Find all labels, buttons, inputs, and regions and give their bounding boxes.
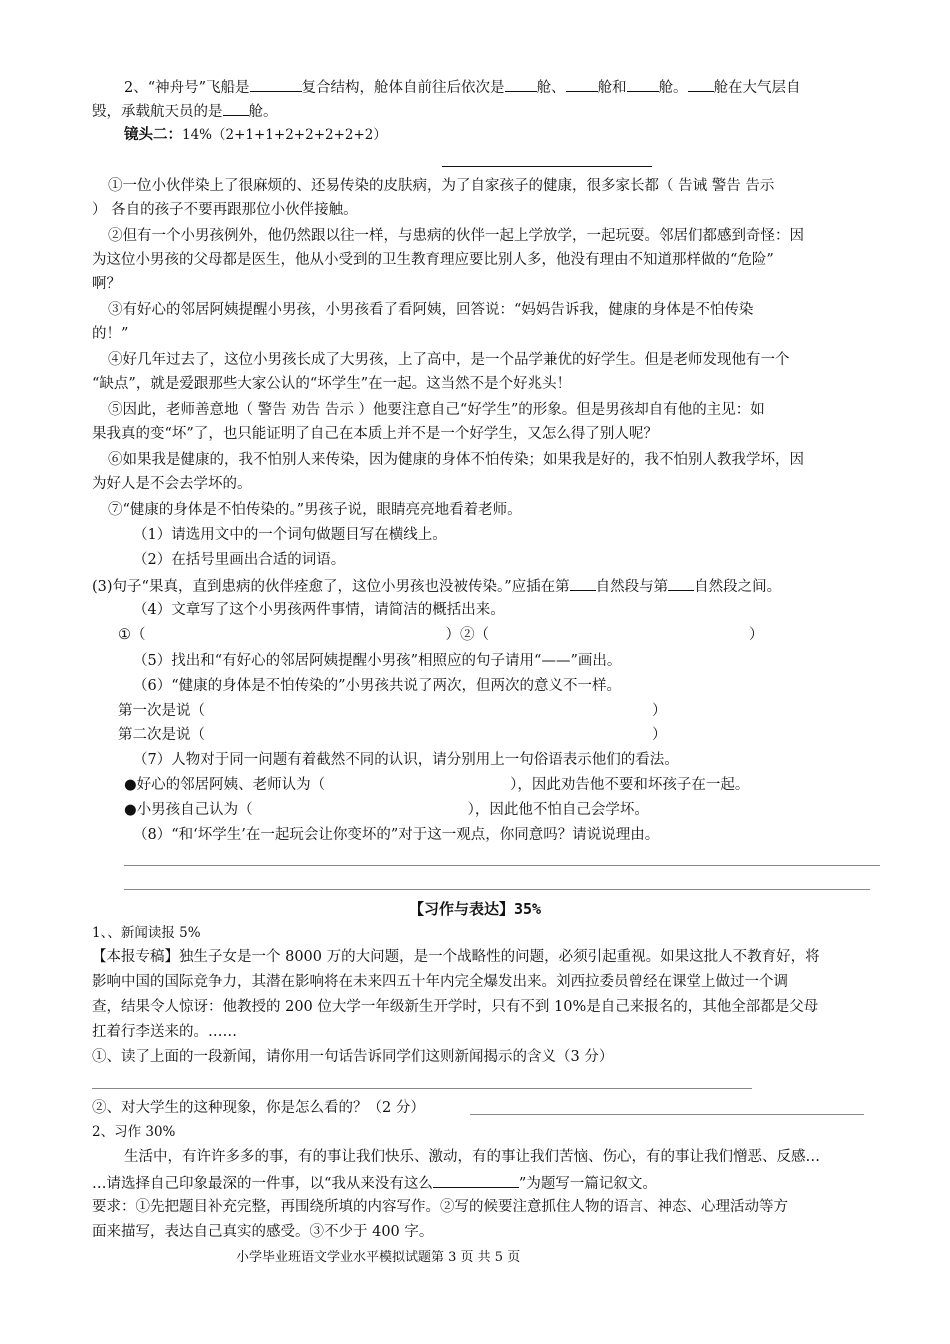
answer-line[interactable]: [92, 1088, 752, 1089]
paragraph-3-cont: 的！”: [92, 326, 129, 342]
paren-close: ）②（: [445, 627, 489, 643]
writing-section-title: 【习作与表达】35%: [408, 900, 542, 918]
answer-blank[interactable]: [570, 574, 596, 591]
news-text: 扛着行李送来的。……: [92, 1024, 237, 1040]
paragraph-1-cont: ） 各自的孩子不要再跟那位小伙伴接触。: [92, 202, 358, 218]
q7-text: ），因此劝告他不要和坏孩子在一起。: [510, 777, 750, 793]
paragraph-4: ④好几年过去了，这位小男孩长成了大男孩，上了高中，是一个品学兼优的好学生。但是老师发现他有一个: [108, 352, 790, 368]
paren-close: ）: [652, 727, 667, 743]
news-subtitle: 1、、新闻读报 5%: [92, 925, 201, 941]
q2-text: 毁，承载航天员的是: [92, 104, 223, 120]
essay-subtitle: 2、习作 30%: [92, 1124, 176, 1140]
essay-prompt-cont: [92, 1171, 657, 1195]
news-text: 【本报专稿】独生子女是一个 8000 万的大问题，是一个战略性的问题，必须引起重视。如果这批人不教育好，将: [92, 949, 820, 965]
answer-blank[interactable]: [250, 75, 302, 92]
question-6-first: [118, 700, 667, 722]
paragraph-4-cont: “缺点”，就是爱跟那些大家公认的“坏学生”在一起。这当然不是个好兆头！: [92, 376, 572, 392]
q2-text: 舱和: [597, 80, 627, 96]
paragraph-5-cont: 果我真的变“坏”了，也只能证明了自己在本质上并不是一个好学生，又怎么得了别人呢？: [92, 426, 658, 442]
answer-blank[interactable]: [668, 574, 694, 591]
section-score: 14%（2+1+1+2+2+2+2+2）: [182, 127, 387, 143]
q2-text: 舱在大气层自: [713, 80, 801, 96]
paragraph-7: ⑦“健康的身体是不怕传染的。”男孩子说，眼睛亮亮地看着老师。: [108, 502, 522, 518]
essay-requirements-cont: 面来描写，表达自己真实的感受。③不少于 400 字。: [92, 1224, 434, 1240]
q2-text: 舱、: [536, 80, 566, 96]
paragraph-6-cont: 为好人是不会去学坏的。: [92, 476, 252, 492]
question-8: （8）“和‘坏学生’在一起玩会让你变坏的”对于这一观点，你同意吗？请说说理由。: [133, 827, 660, 843]
paren-close: ）: [749, 627, 764, 643]
essay-prompt: 生活中，有许许多多的事，有的事让我们快乐、激动，有的事让我们苦恼、伤心，有的事让我们憎恶、反感…: [124, 1149, 820, 1165]
essay-text: ”为题写一篇记叙文。: [518, 1176, 657, 1192]
news-question-1: ①、读了上面的一段新闻，请你用一句话告诉同学们这则新闻揭示的含义（3 分）: [92, 1049, 614, 1065]
section-label: 镜头二：: [124, 126, 182, 143]
answer-blank[interactable]: [223, 99, 249, 116]
q2-text: 复合结构，舱体自前往后依次是: [301, 80, 505, 96]
question-4: （4）文章写了这个小男孩两件事情，请简洁的概括出来。: [133, 602, 505, 618]
section-header: [124, 124, 387, 146]
question-3-text: 自然段之间。: [694, 579, 782, 595]
q2-line1: [124, 75, 801, 99]
news-text: 查，结果令人惊讶：他教授的 200 位大学一年级新生开学时，只有不到 10%是自己来报名的，其他全部都是父母: [92, 999, 819, 1015]
answer-blank[interactable]: [688, 75, 714, 92]
q2-text: 舱。: [658, 80, 688, 96]
q2-text: 舱。: [248, 104, 278, 120]
paragraph-6: ⑥如果我是健康的，我不怕别人来传染，因为健康的身体不怕传染；如果我是好的，我不怕别人教我学坏，因: [108, 452, 804, 468]
paragraph-1: ①一位小伙伴染上了很麻烦的、还易传染的皮肤病，为了自家孩子的健康，很多家长都（ 告诫 警告 告示: [108, 178, 775, 194]
question-3-text: (3)句子“果真，直到患病的伙伴痊愈了，这位小男孩也没被传染。”应插在第: [92, 579, 570, 595]
question-4-answers: [118, 624, 764, 646]
answer-line[interactable]: [470, 1114, 864, 1115]
q7-text: ），因此他不怕自己会学坏。: [467, 802, 649, 818]
title-blank[interactable]: [433, 1171, 519, 1188]
question-1: （1）请选用文中的一个词句做题目写在横线上。: [133, 527, 447, 543]
answer-blank[interactable]: [505, 75, 537, 92]
q7-text: ●小男孩自己认为（: [124, 802, 253, 818]
essay-requirements: 要求：①先把题目补充完整，再围绕所填的内容写作。②写的候要注意抓住人物的语言、神态、心理活动等方: [92, 1199, 788, 1215]
question-7-a: [124, 774, 749, 796]
paragraph-2-cont: 为这位小男孩的父母都是医生，他从小受到的卫生教育理应要比别人多，他没有理由不知道那样做的“危险”: [92, 252, 774, 268]
q6-label: 第二次是说（: [118, 727, 205, 743]
answer-blank[interactable]: [627, 75, 659, 92]
title-answer-line[interactable]: [442, 166, 652, 167]
paren-close: ）: [652, 703, 667, 719]
question-7: （7）人物对于同一问题有着截然不同的认识，请分别用上一句俗语表示他们的看法。: [133, 752, 679, 768]
question-5: （5）找出和“有好心的邻居阿姨提醒小男孩”相照应的句子请用“——”画出。: [133, 653, 622, 669]
essay-text: …请选择自己印象最深的一件事，以“我从来没有这么: [92, 1176, 433, 1192]
q2-text: 2、“神舟号”飞船是: [124, 80, 250, 96]
question-2: （2）在括号里画出合适的词语。: [133, 552, 346, 568]
answer-blank[interactable]: [566, 75, 598, 92]
question-7-b: [124, 799, 649, 821]
question-3: [92, 574, 781, 598]
paragraph-2-cont: 啊？: [92, 276, 121, 292]
question-6-second: [118, 724, 667, 746]
q6-label: 第一次是说（: [118, 703, 205, 719]
paragraph-3: ③有好心的邻居阿姨提醒小男孩，小男孩看了看阿姨，回答说：“妈妈告诉我，健康的身体是不怕传染: [108, 302, 754, 318]
question-3-text: 自然段与第: [595, 579, 669, 595]
q7-text: ●好心的邻居阿姨、老师认为（: [124, 777, 326, 793]
paren-open: ①（: [118, 627, 146, 643]
answer-line[interactable]: [124, 865, 880, 866]
answer-line[interactable]: [124, 889, 870, 890]
news-question-2: ②、对大学生的这种现象，你是怎么看的？（2 分）: [92, 1100, 425, 1116]
paragraph-2: ②但有一个小男孩例外，他仍然跟以往一样，与患病的伙伴一起上学放学，一起玩耍。邻居们都感到奇怪：因: [108, 228, 804, 244]
q2-line2: [92, 99, 278, 123]
paragraph-5: ⑤因此，老师善意地（ 警告 劝告 告示 ）他要注意自己“好学生”的形象。但是男孩却自有他的主见：如: [108, 402, 765, 418]
page-footer: 小学毕业班语文学业水平模拟试题第 3 页 共 5 页: [236, 1250, 521, 1265]
question-6: （6）“健康的身体是不怕传染的”小男孩共说了两次，但两次的意义不一样。: [133, 678, 622, 694]
news-text: 影响中国的国际竞争力，其潜在影响将在未来四五十年内完全爆发出来。刘西拉委员曾经在课堂上做过一个调: [92, 974, 788, 990]
